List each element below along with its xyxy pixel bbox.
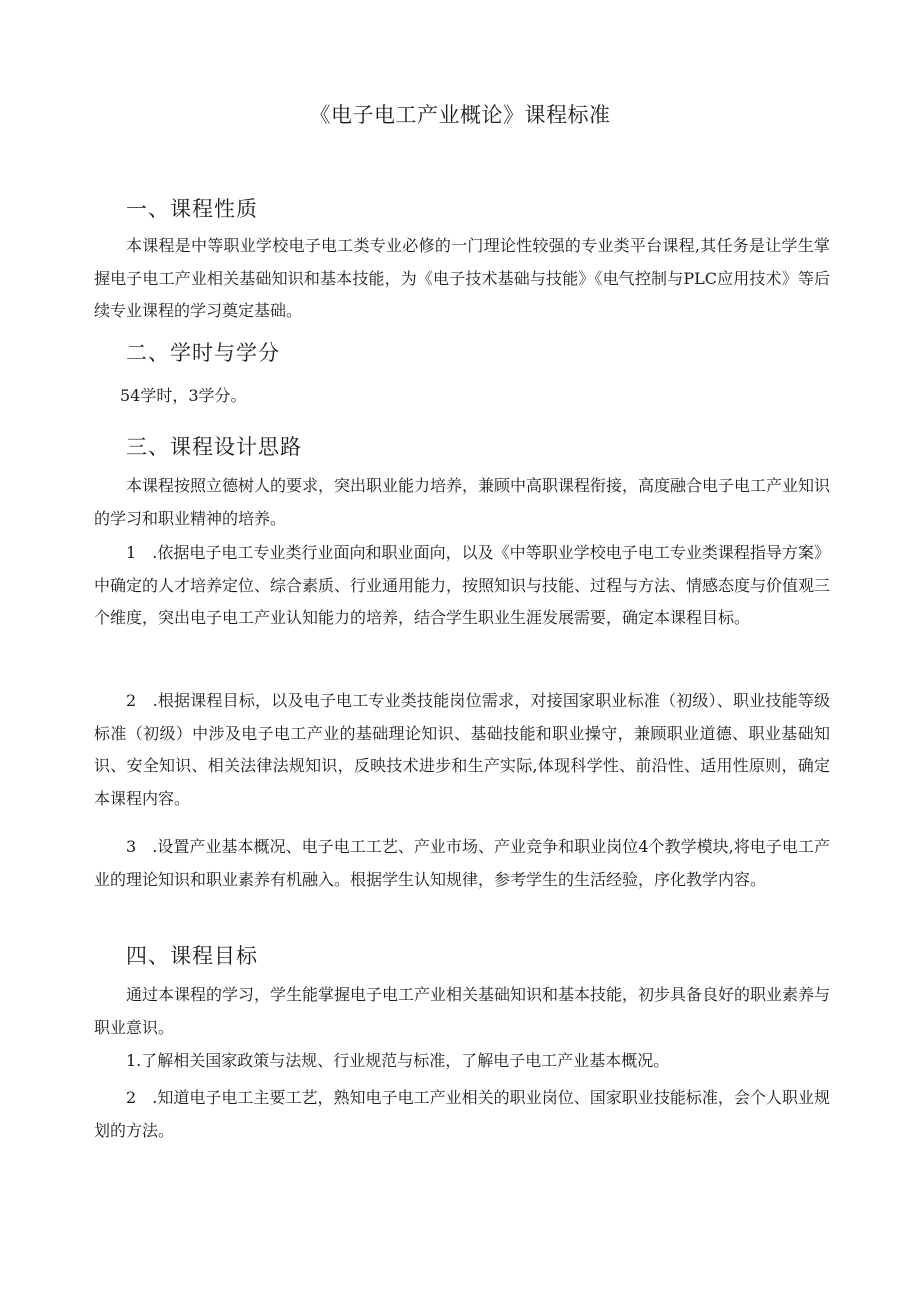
paragraph-design-intro: 本课程按照立德树人的要求，突出职业能力培养，兼顾中高职课程衔接，高度融合电子电工产业知识的学习和职业精神的培养。 — [94, 476, 831, 528]
paragraph-objectives-intro: 通过本课程的学习，学生能掌握电子电工产业相关基础知识和基本技能，初步具备良好的职业素养与职业意识。 — [94, 985, 831, 1037]
paragraph-design-item-3: 3 .设置产业基本概况、电子电工工艺、产业市场、产业竞争和职业岗位4个教学模块,将电子电工产业的理论知识和职业素养有机融入。根据学生认知规律，参考学生的生活经验，序化教学内容。 — [94, 837, 830, 889]
document-title: 《电子电工产业概论》课程标准 — [309, 103, 611, 127]
paragraph-objective-1: 1.了解相关国家政策与法规、行业规范与标准，了解电子电工产业基本概况。 — [126, 1051, 670, 1070]
section-heading-design-ideas: 三、课程设计思路 — [126, 435, 302, 459]
section-heading-course-objectives: 四、课程目标 — [126, 944, 258, 968]
paragraph-design-item-1: 1 .依据电子电工专业类行业面向和职业面向，以及《中等职业学校电子电工专业类课程指导方案》中确定的人才培养定位、综合素质、行业通用能力，按照知识与技能、过程与方法、情感态度与价值观三个维度，突出电子电工产业认知能力的培养，结合学生职业生涯发展需要，确定本课程目标。 — [94, 543, 831, 627]
paragraph-design-item-2: 2 .根据课程目标，以及电子电工专业类技能岗位需求，对接国家职业标准（初级）、职业技能等级标准（初级）中涉及电子电工产业的基础理论知识、基础技能和职业操守，兼顾职业道德、职业基础知识、安全知识、相关法律法规知识，反映技术进步和生产实际,体现科学性、前沿性、适用性原则，确定本课程内容。 — [94, 691, 830, 808]
paragraph-hours-credits: 54学时，3学分。 — [120, 386, 247, 405]
section-heading-course-nature: 一、课程性质 — [126, 197, 258, 221]
section-heading-hours-credits: 二、学时与学分 — [126, 341, 280, 365]
paragraph-objective-2: 2 .知道电子电工主要工艺，熟知电子电工产业相关的职业岗位、国家职业技能标准，会个人职业规划的方法。 — [94, 1088, 830, 1140]
paragraph-course-nature: 本课程是中等职业学校电子电工类专业必修的一门理论性较强的专业类平台课程,其任务是让学生掌握电子电工产业相关基础知识和基本技能，为《电子技术基础与技能》《电气控制与PLC应用技术》等后续专业课程的学习奠定基础。 — [94, 236, 830, 320]
